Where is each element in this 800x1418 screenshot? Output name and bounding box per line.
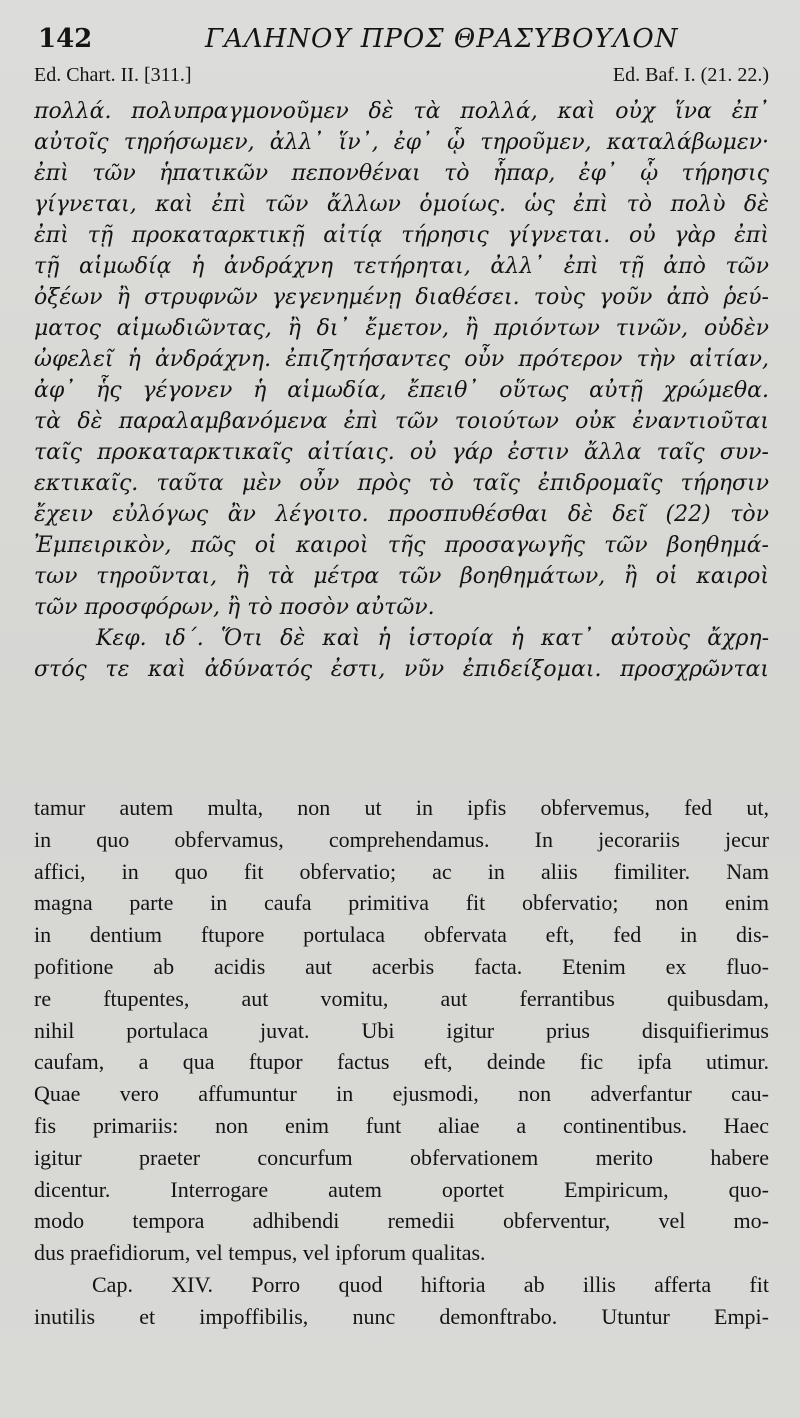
greek-line: πολλά. πολυπραγμονοῦμεν δὲ τὰ πολλά, καὶ οὐχ ἵνα ἐπ᾽ xyxy=(34,99,769,124)
latin-line: pofitione ab acidis aut acerbis facta. Etenim ex fluo- xyxy=(34,953,769,979)
latin-line: inutilis et impoffibilis, nunc demonftrabo. Utuntur Empi- xyxy=(34,1303,769,1329)
greek-text-block xyxy=(34,96,769,685)
latin-line: modo tempora adhibendi remedii obferventur, vel mo- xyxy=(34,1208,769,1234)
greek-line: ἀφ᾽ ἧς γέγονεν ἡ αἱμωδία, ἔπειθ᾽ οὕτως αὐτῇ χρώμεθα. xyxy=(34,378,769,403)
greek-line: ἐπὶ τῇ προκαταρκτικῇ αἰτίᾳ τήρησις γίγνεται. οὐ γὰρ ἐπὶ xyxy=(34,223,769,248)
greek-line: Ἐμπειρικὸν, πῶς οἱ καιροὶ τῆς προσαγωγῆς τῶν βοηθημά- xyxy=(34,533,769,558)
greek-line: αὐτοῖς τηρήσωμεν, ἀλλ᾽ ἵν᾽, ἐφ᾽ ᾧ τηροῦμεν, καταλάβωμεν· xyxy=(34,130,769,155)
latin-line: nihil portulaca juvat. Ubi igitur prius disquifierimus xyxy=(34,1017,769,1043)
latin-chapter-heading-line: Cap. XIV. Porro quod hiftoria ab illis afferta fit xyxy=(92,1271,769,1297)
greek-line: των τηροῦνται, ἢ τὰ μέτρα τῶν βοηθημάτων, ἢ οἱ καιροὶ xyxy=(34,564,769,589)
page-header xyxy=(30,24,770,58)
greek-line: ἔχειν εὐλόγως ἂν λέγοιτο. προσπυθέσθαι δὲ δεῖ (22) τὸν xyxy=(34,502,769,527)
latin-line: igitur praeter concurfum obfervationem merito habere xyxy=(34,1144,769,1170)
greek-line: ταῖς προκαταρκτικαῖς αἰτίαις. οὐ γάρ ἐστιν ἄλλα ταῖς συν- xyxy=(34,440,769,465)
latin-line: fis primariis: non enim funt aliae a continentibus. Haec xyxy=(34,1112,769,1138)
latin-line: magna parte in caufa primitiva fit obfervatio; non enim xyxy=(34,890,769,916)
greek-line: τῶν προσφόρων, ἢ τὸ ποσὸν αὐτῶν. xyxy=(34,595,435,620)
latin-line: dicentur. Interrogare autem oportet Empiricum, quo- xyxy=(34,1176,769,1202)
greek-chapter-heading-line: Κεφ. ιδ΄. Ὅτι δὲ καὶ ἡ ἱστορία ἡ κατ᾽ αὐτοὺς ἄχρη- xyxy=(96,626,769,651)
edition-chartier-ref: Ed. Chart. II. [311.] xyxy=(34,64,192,86)
latin-line: dus praefidiorum, vel tempus, vel ipforum qualitas. xyxy=(34,1240,486,1266)
greek-line: ὠφελεῖ ἡ ἀνδράχνη. ἐπιζητήσαντες οὖν πρότερον τὴν αἰτίαν, xyxy=(34,347,769,372)
greek-line: στός τε καὶ ἀδύνατός ἐστι, νῦν ἐπιδείξομαι. προσχρῶνται xyxy=(34,657,769,682)
latin-line: in dentium ftupore portulaca obfervata eft, fed in dis- xyxy=(34,922,769,948)
latin-line: Quae vero affumuntur in ejusmodi, non adverfantur cau- xyxy=(34,1081,769,1107)
latin-line: re ftupentes, aut vomitu, aut ferrantibus quibusdam, xyxy=(34,985,769,1011)
latin-line: tamur autem multa, non ut in ipfis obfervemus, fed ut, xyxy=(34,795,769,820)
latin-line: caufam, a qua ftupor factus eft, deinde fic ipfa utimur. xyxy=(34,1049,769,1075)
running-title: ΓΑΛΗΝΟΥ ΠΡΟΣ ΘΡΑΣΥΒΟΥΛΟΝ xyxy=(205,24,679,54)
edition-basel-ref: Ed. Baf. I. (21. 22.) xyxy=(612,64,769,86)
greek-line: γίγνεται, καὶ ἐπὶ τῶν ἄλλων ὁμοίως. ὡς ἐπὶ τὸ πολὺ δὲ xyxy=(34,192,769,217)
greek-line: εκτικαῖς. ταῦτα μὲν οὖν πρὸς τὸ ταῖς ἐπιδρομαῖς τήρησιν xyxy=(34,471,769,496)
greek-line: τὰ δὲ παραλαμβανόμενα ἐπὶ τῶν τοιούτων οὐκ ἐναντιοῦται xyxy=(34,409,769,434)
latin-line: affici, in quo fit obfervatio; ac in aliis fimiliter. Nam xyxy=(34,858,769,884)
page-number: 142 xyxy=(38,24,93,54)
greek-line: ἐπὶ τῶν ἡπατικῶν πεπονθέναι τὸ ἧπαρ, ἐφ᾽ ᾧ τήρησις xyxy=(34,161,769,186)
edition-reference-line xyxy=(34,64,769,94)
greek-line: ματος αἱμωδιῶντας, ἢ δι᾽ ἔμετον, ἢ πριόντων τινῶν, οὐδὲν xyxy=(34,316,769,341)
greek-line: τῇ αἱμωδίᾳ ἡ ἀνδράχνη τετήρηται, ἀλλ᾽ ἐπὶ τῇ ἀπὸ τῶν xyxy=(34,254,769,279)
latin-line: in quo obfervamus, comprehendamus. In jecorariis jecur xyxy=(34,826,769,852)
latin-text-block xyxy=(34,792,769,1333)
greek-line: ὀξέων ἢ στρυφνῶν γεγενημένῃ διαθέσει. τοὺς γοῦν ἀπὸ ῥεύ- xyxy=(34,285,769,310)
